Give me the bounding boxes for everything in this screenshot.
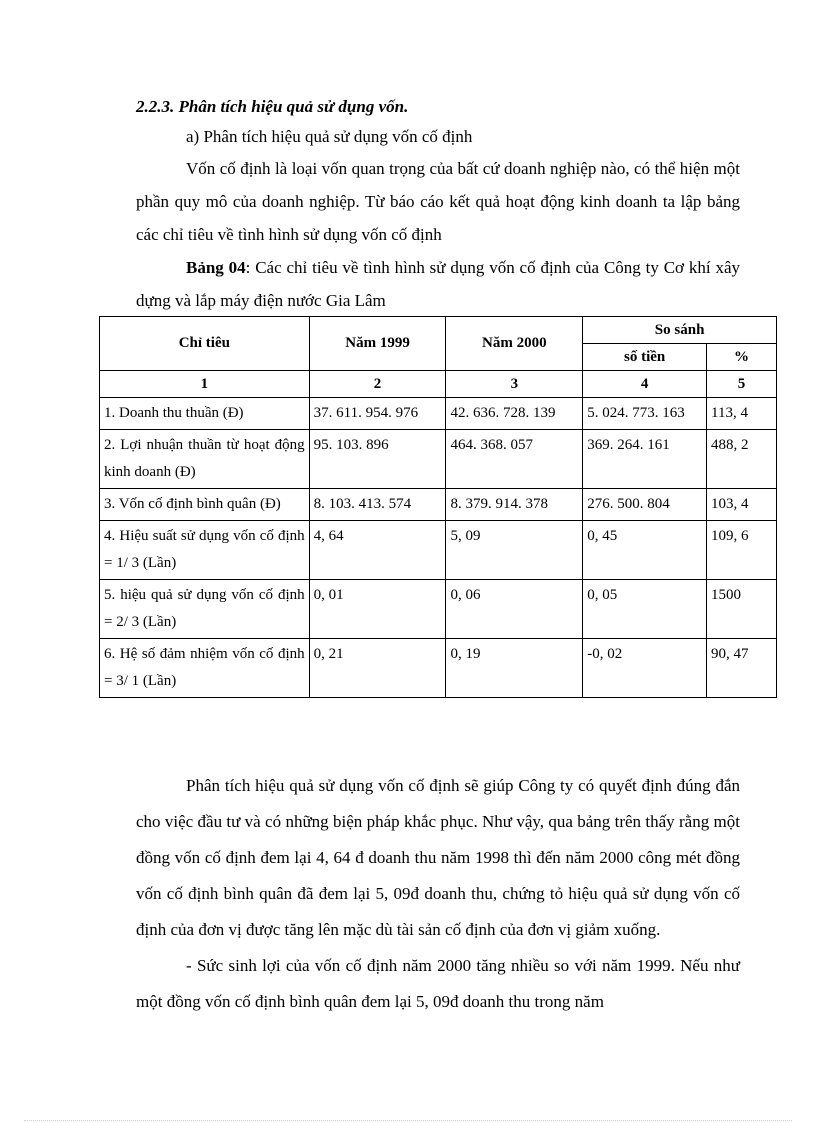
row-percent: 109, 6 [707,521,777,580]
header-compare: So sánh [583,317,777,344]
row-value-2000: 0, 19 [446,639,583,698]
header-year-2000: Năm 2000 [446,317,583,371]
row-indicator: 6. Hệ số đảm nhiệm vốn cố định = 3/ 1 (Lần) [100,639,310,698]
row-value-1999: 37. 611. 954. 976 [309,398,446,430]
column-number: 5 [707,371,777,398]
caption-label: Bảng 04 [186,258,246,277]
row-indicator: 3. Vốn cố định bình quân (Đ) [100,489,310,521]
table-row [100,489,777,521]
row-percent: 488, 2 [707,430,777,489]
column-number: 2 [309,371,446,398]
row-value-1999: 0, 21 [309,639,446,698]
row-indicator: 1. Doanh thu thuần (Đ) [100,398,310,430]
row-indicator: 4. Hiệu suất sử dụng vốn cố định = 1/ 3 (Lần) [100,521,310,580]
table-row [100,398,777,430]
row-value-2000: 5, 09 [446,521,583,580]
header-amount: số tiền [583,344,707,371]
fixed-capital-table [99,316,777,698]
row-value-2000: 0, 06 [446,580,583,639]
row-amount: 0, 05 [583,580,707,639]
document-body [136,92,740,317]
section-heading: 2.2.3. Phân tích hiệu quả sử dụng vốn. [136,97,409,116]
row-amount: 5. 024. 773. 163 [583,398,707,430]
row-indicator: 5. hiệu quả sử dụng vốn cố định = 2/ 3 (Lần) [100,580,310,639]
row-value-1999: 4, 64 [309,521,446,580]
table-row [100,580,777,639]
row-value-1999: 95. 103. 896 [309,430,446,489]
table-row [100,521,777,580]
header-indicator: Chỉ tiêu [100,317,310,371]
subheading: a) Phân tích hiệu quả sử dụng vốn cố định [186,127,473,146]
analysis-section [136,768,740,1020]
caption-text: : Các chỉ tiêu về tình hình sử dụng vốn cố định của Công ty Cơ khí xây dựng và lắp máy điện nước Gia Lâm [136,258,740,310]
page-bottom-edge [24,1120,792,1121]
row-indicator: 2. Lợi nhuận thuần từ hoạt động kinh doanh (Đ) [100,430,310,489]
row-percent: 1500 [707,580,777,639]
row-amount: 276. 500. 804 [583,489,707,521]
row-percent: 103, 4 [707,489,777,521]
header-year-1999: Năm 1999 [309,317,446,371]
column-number: 1 [100,371,310,398]
column-number: 4 [583,371,707,398]
analysis-paragraph: - Sức sinh lợi của vốn cố định năm 2000 tăng nhiều so với năm 1999. Nếu như một đồng vốn cố định bình quân đem lại 5, 09đ doanh thu trong năm [136,956,740,1011]
column-number-row [100,371,777,398]
column-number: 3 [446,371,583,398]
row-amount: 0, 45 [583,521,707,580]
row-value-2000: 42. 636. 728. 139 [446,398,583,430]
table-row [100,639,777,698]
row-amount: -0, 02 [583,639,707,698]
row-value-2000: 8. 379. 914. 378 [446,489,583,521]
row-amount: 369. 264. 161 [583,430,707,489]
header-percent: % [707,344,777,371]
row-value-2000: 464. 368. 057 [446,430,583,489]
analysis-paragraph: Phân tích hiệu quả sử dụng vốn cố định sẽ giúp Công ty có quyết định đúng đắn cho việc đầu tư và có những biện pháp khắc phục. Như vậy, qua bảng trên thấy rằng một đồng vốn cố định đem lại 4, 64 đ doanh thu năm 1998 thì đến năm 2000 công mét đồng vốn cố định bình quân đã đem lại 5, 09đ doanh thu, chứng tỏ hiệu quả sử dụng vốn cố định của đơn vị được tăng lên mặc dù tài sản cố định của đơn vị giảm xuống. [136,776,740,939]
table-caption [136,251,740,317]
row-value-1999: 8. 103. 413. 574 [309,489,446,521]
intro-paragraph: Vốn cố định là loại vốn quan trọng của bất cứ doanh nghiệp nào, có thể hiện một phần quy mô của doanh nghiệp. Từ báo cáo kết quả hoạt động kinh doanh ta lập bảng các chỉ tiêu về tình hình sử dụng vốn cố định [136,159,740,244]
row-percent: 90, 47 [707,639,777,698]
row-value-1999: 0, 01 [309,580,446,639]
table-row [100,430,777,489]
row-percent: 113, 4 [707,398,777,430]
